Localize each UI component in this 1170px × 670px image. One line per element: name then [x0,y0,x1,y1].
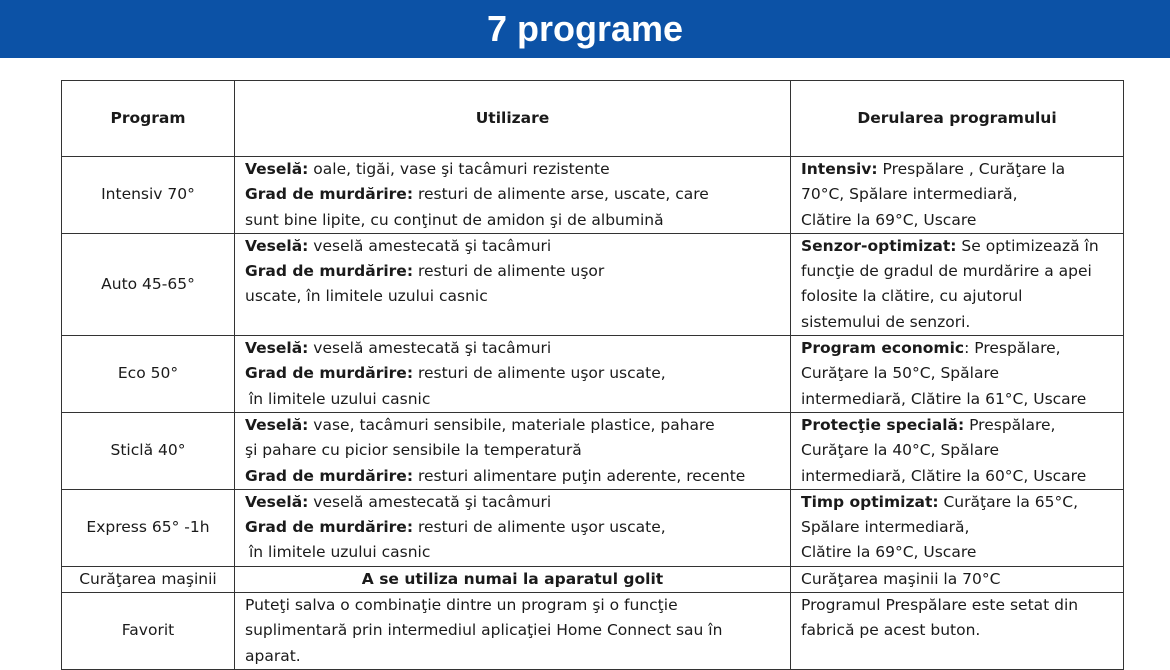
header-utilizare: Utilizare [235,81,791,157]
program-use [235,593,791,670]
use-line: Veselă: vase, tacâmuri sensibile, materiale plastice, pahare [245,415,715,434]
program-use [235,336,791,413]
use-line: Grad de murdărire: resturi de alimente uşor uscate, [245,518,666,537]
use-line: Grad de murdărire: resturi alimentare puţin aderente, recente [245,466,746,485]
program-use [235,412,791,489]
use-line: Veselă: oale, tigăi, vase şi tacâmuri rezistente [245,160,610,178]
table-header-row [62,81,1124,157]
program-name: Favorit [62,593,235,670]
program-name: Eco 50° [62,336,235,413]
run-line: intermediară, Clătire la 60°C, Uscare [801,466,1087,485]
program-run [791,157,1124,234]
programs-table [61,80,1124,670]
run-line: Protecţie specială: Prespălare, [801,415,1056,434]
page-title: 7 programe [486,8,684,49]
program-name: Express 65° -1h [62,489,235,566]
run-line: Spălare intermediară, [801,518,970,537]
run-line: folosite la clătire, cu ajutorul [801,287,1023,306]
program-name: Curăţarea maşinii [62,566,235,592]
page-title-banner [0,0,1170,58]
table-row [62,566,1124,592]
run-line: funcţie de gradul de murdărire a apei [801,262,1092,281]
run-line: Curăţarea maşinii la 70°C [801,569,1001,588]
program-run [791,593,1124,670]
table-row [62,157,1124,234]
program-name: Intensiv 70° [62,157,235,234]
run-line: fabrică pe acest buton. [801,621,981,640]
run-line: Timp optimizat: Curăţare la 65°C, [801,492,1079,511]
program-use [235,489,791,566]
use-line: Veselă: veselă amestecată şi tacâmuri [245,492,552,511]
use-line: Grad de murdărire: resturi de alimente uşor [245,262,605,281]
program-run [791,489,1124,566]
program-run [791,233,1124,335]
run-line: Program economic: Prespălare, [801,339,1061,358]
table-row [62,412,1124,489]
program-use [235,157,791,234]
use-line: şi pahare cu picior sensibile la temperatură [245,441,582,460]
run-line: Senzor-optimizat: Se optimizează în [801,236,1099,255]
use-line: Veselă: veselă amestecată şi tacâmuri [245,339,552,358]
run-line: Intensiv: Prespălare , Curăţare la [801,160,1066,178]
use-line: Puteţi salva o combinaţie dintre un program şi o funcţie [245,596,678,615]
header-program: Program [62,81,235,157]
use-line: în limitele uzului casnic [249,389,431,408]
run-line: Programul Prespălare este setat din [801,596,1079,615]
run-line: sistemului de senzori. [801,312,971,331]
program-name: Auto 45-65° [62,233,235,335]
use-line: Grad de murdărire: resturi de alimente arse, uscate, care [245,185,709,204]
program-use [235,233,791,335]
run-line: Curăţare la 50°C, Spălare [801,364,1000,383]
run-line: Clătire la 69°C, Uscare [801,210,977,229]
table-row [62,593,1124,670]
use-line: uscate, în limitele uzului casnic [245,287,488,306]
program-run [791,412,1124,489]
run-line: intermediară, Clătire la 61°C, Uscare [801,389,1087,408]
run-line: Curăţare la 40°C, Spălare [801,441,1000,460]
use-line: sunt bine lipite, cu conţinut de amidon şi de albumină [245,210,664,229]
use-line: aparat. [245,646,301,665]
program-run [791,566,1124,592]
program-use: A se utiliza numai la aparatul golit [235,566,791,592]
header-derulare: Derularea programului [791,81,1124,157]
table-row [62,489,1124,566]
use-line: suplimentară prin intermediul aplicaţiei Home Connect sau în [245,621,723,640]
program-run [791,336,1124,413]
use-line: Grad de murdărire: resturi de alimente uşor uscate, [245,364,666,383]
run-line: 70°C, Spălare intermediară, [801,185,1018,204]
table-row [62,336,1124,413]
use-line: Veselă: veselă amestecată şi tacâmuri [245,236,552,255]
table-row [62,233,1124,335]
run-line: Clătire la 69°C, Uscare [801,543,977,562]
program-name: Sticlă 40° [62,412,235,489]
use-line: în limitele uzului casnic [249,543,431,562]
